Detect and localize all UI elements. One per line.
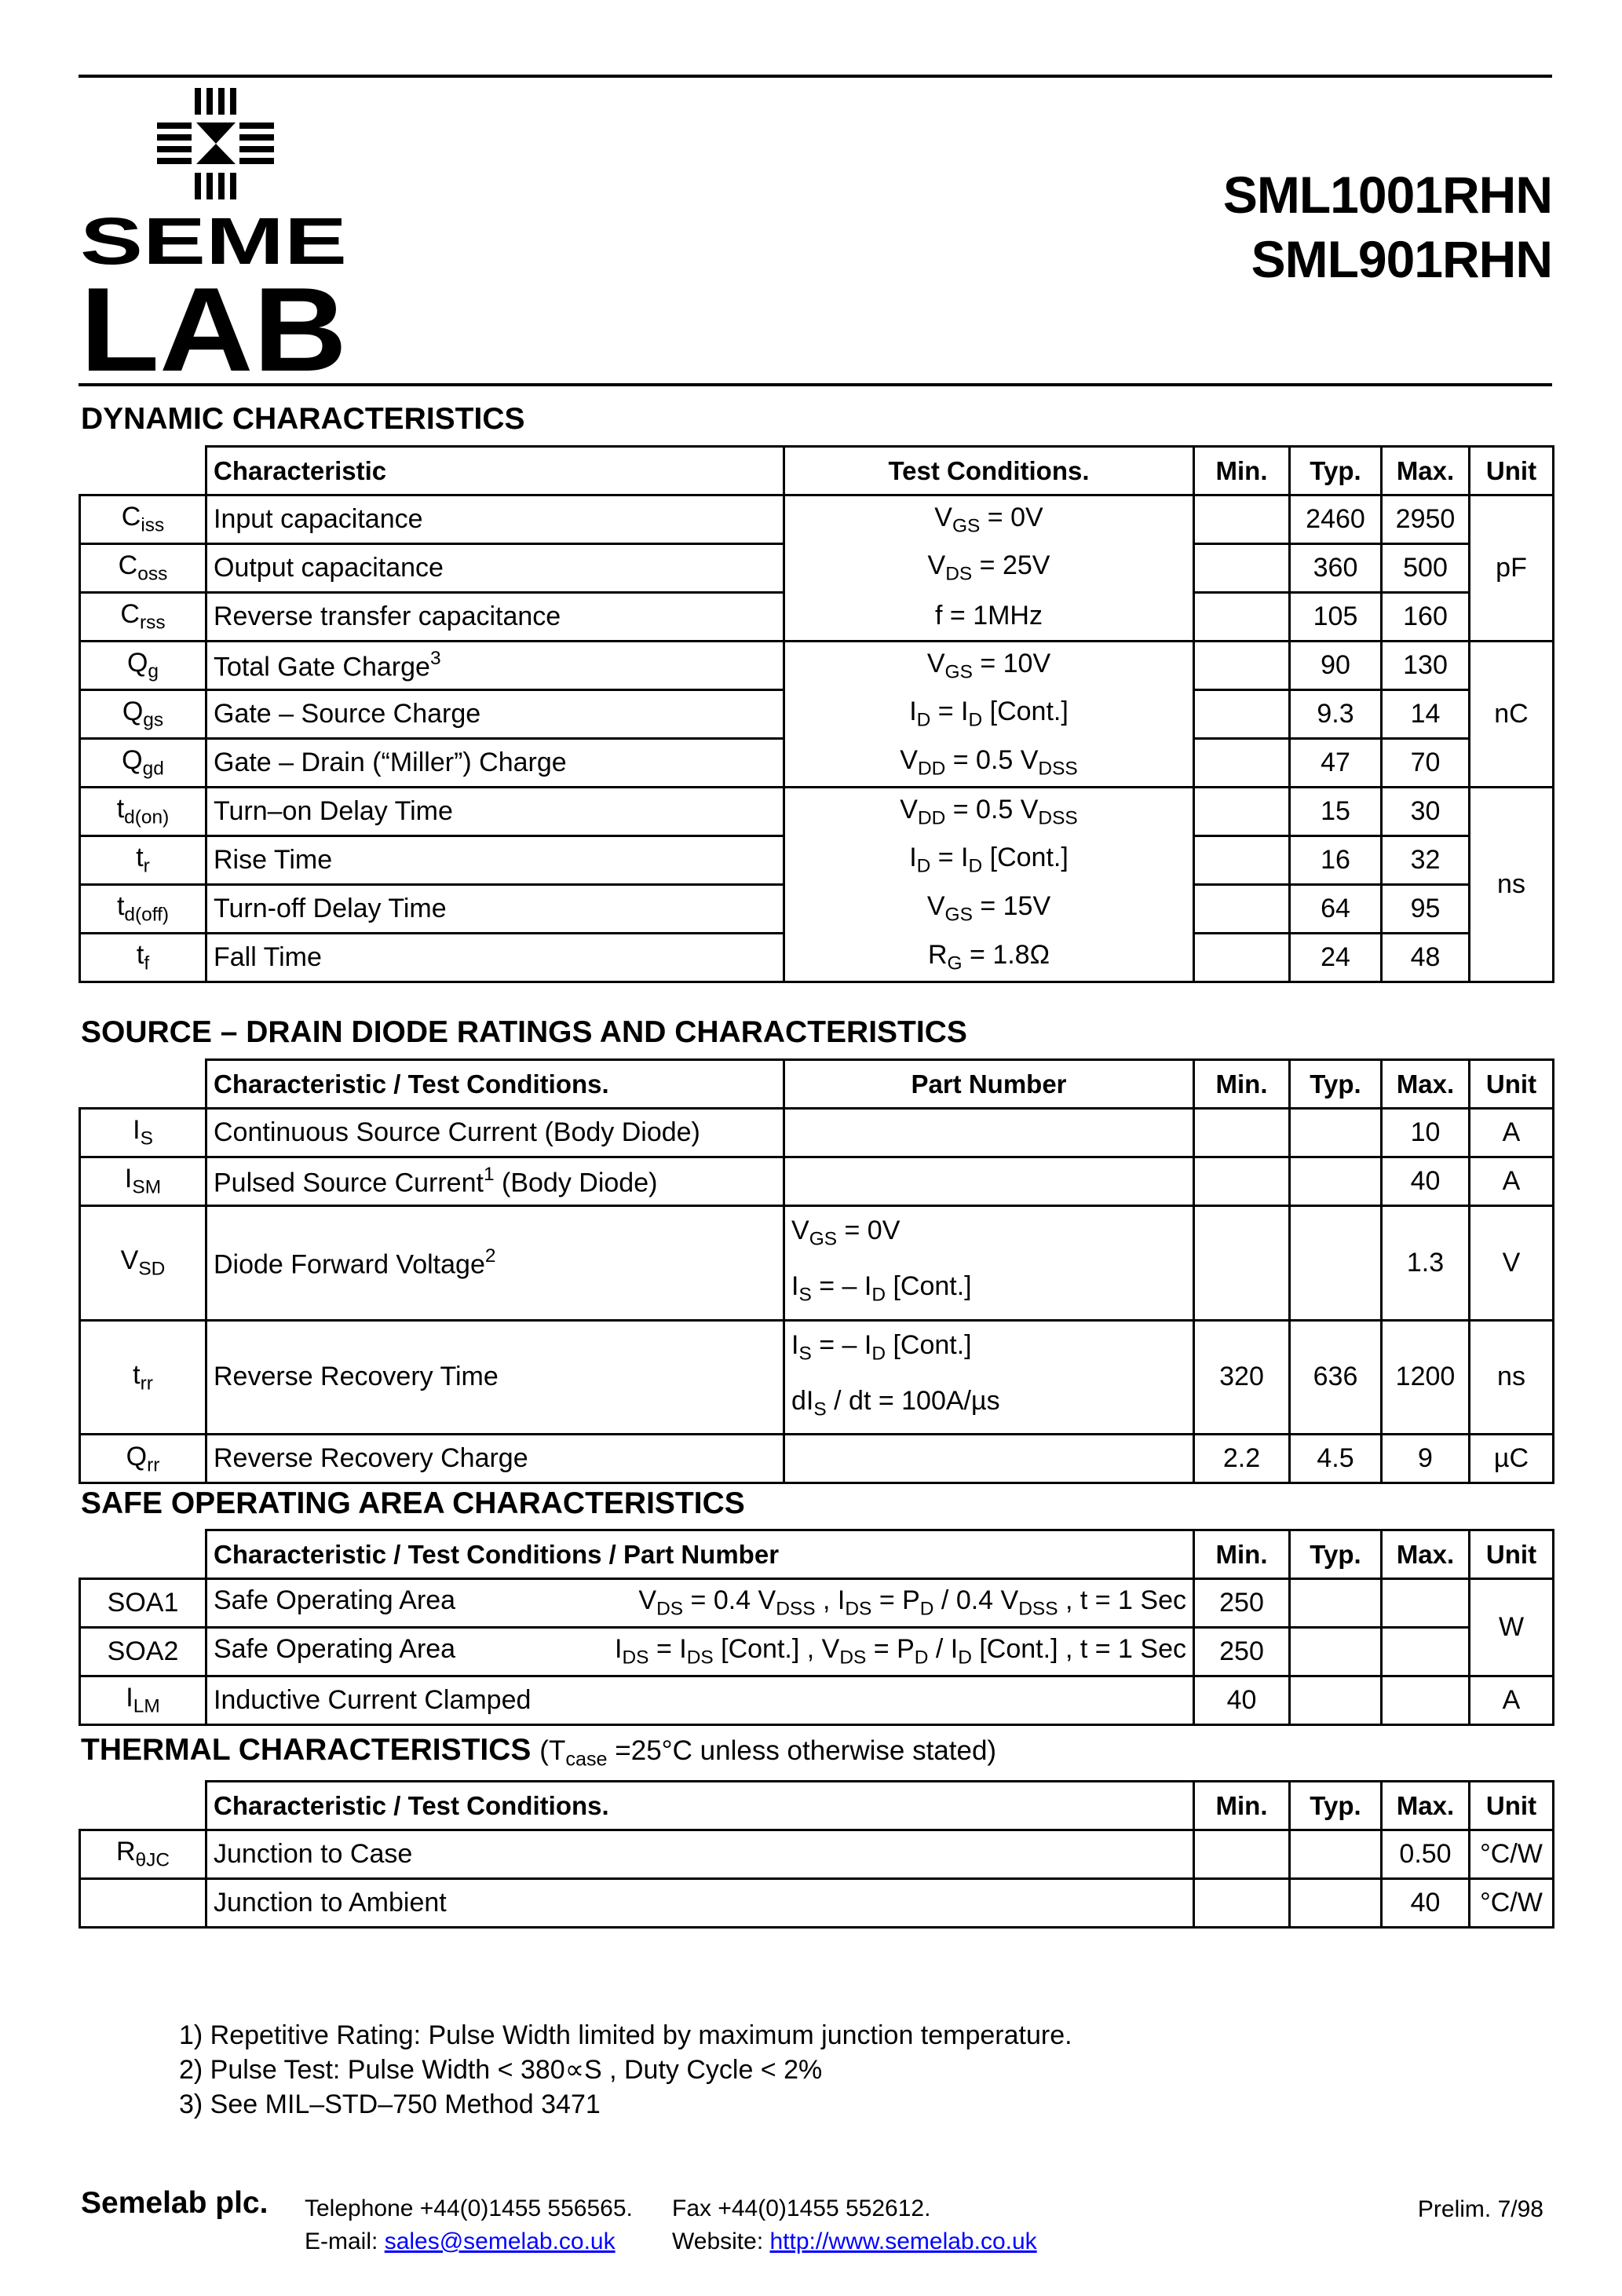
top-rule [79, 75, 1552, 78]
logo-seme: SEME [80, 204, 347, 278]
part-number-1: SML1001RHN [1222, 166, 1552, 224]
table-row: $V_{SD}$ Diode Forward Voltage$^2$ $V_{GS} = 0V$ $I_S$ = – $I_D$ [Cont.] 1.3 V [80, 1206, 1554, 1321]
table-row: $t_{rr}$ Reverse Recovery Time $I_S$ = – $I_D$ [Cont.] $dI_S$ / dt = 100A/µs 320 636 1200 ns [80, 1320, 1554, 1435]
website-link[interactable]: http://www.semelab.co.uk [769, 2228, 1037, 2254]
table-row: $I_S$ Continuous Source Current (Body Diode) 10 A [80, 1109, 1554, 1157]
diode-title: SOURCE – DRAIN DIODE RATINGS AND CHARACTERISTICS [81, 1015, 967, 1049]
footnote-3: 3) See MIL–STD–750 Method 3471 [179, 2089, 601, 2119]
company-name: Semelab plc. [81, 2186, 269, 2220]
telephone: Telephone +44(0)1455 556565. [305, 2195, 633, 2221]
thermal-note: ($T_{case} =25^\circ C$ unless otherwise stated) [539, 1735, 997, 1771]
table-row: $Q_g$ Total Gate Charge$^3$ $V_{GS} = 10V$ 90 130 nC [80, 642, 1554, 690]
table-row: $C_{oss}$ Output capacitance $V_{DS} = 25V$ 360 500 [80, 544, 1554, 593]
col-typ: Typ. [1290, 447, 1382, 495]
header-rule [79, 383, 1552, 386]
col-test-conditions: Test Conditions. [784, 447, 1194, 495]
table-row: $Q_{gs}$ Gate – Source Charge $I_D = I_D$ [Cont.] 9.3 14 [80, 690, 1554, 739]
table-row: $C_{rss}$ Reverse transfer capacitance f = 1MHz 105 160 [80, 593, 1554, 642]
unit: ns [1470, 788, 1554, 982]
thermal-title: THERMAL CHARACTERISTICS ($T_{case} =25^\circ C$ unless otherwise stated) [81, 1733, 997, 1771]
semelab-logo [79, 85, 361, 383]
unit: pF [1470, 495, 1554, 642]
part-number-2: SML901RHN [1251, 230, 1552, 288]
contact-info: Telephone +44(0)1455 556565. E-mail: sales@semelab.co.uk Fax +44(0)1455 552612. Website: http://www.semelab.co.uk [305, 2192, 633, 2258]
soa-table: Characteristic / Test Conditions / Part Number Min. Typ. Max. Unit SOA1 Safe Operating Area $V_{DS} = 0.4$ $V_{DSS}$ , $I_{DS} = P_D / 0.4$ $V_{DSS}$ , t = 1 Sec 250 W SOA2 Safe Operating Area $I_{DS} = I_{DS}$ [Cont.] , $V_{DS} = P_D / I_D$ [Cont.] , t = 1 Sec 250 $I_{LM}$ Inductive Current Clamped 40 A [79, 1529, 1554, 1726]
email-link[interactable]: sales@semelab.co.uk [384, 2228, 616, 2254]
table-row: $Q_{gd}$ Gate – Drain (“Miller”) Charge $V_{DD} = 0.5$ $V_{DSS}$ 47 70 [80, 739, 1554, 788]
table-row: $t_{d(on)}$ Turn–on Delay Time $V_{DD} = 0.5$ $V_{DSS}$ 15 30 ns [80, 788, 1554, 836]
footnote-2: 2) Pulse Test: Pulse Width < 380∝S , Duty Cycle < 2% [179, 2055, 823, 2085]
col-characteristic: Characteristic [206, 447, 784, 495]
footnotes [179, 2018, 1072, 2122]
diode-table: Characteristic / Test Conditions. Part Number Min. Typ. Max. Unit $I_S$ Continuous Source Current (Body Diode) 10 A $I_{SM}$ Pulsed Source Current$^1$ (Body Diode) 40 A $V_{SD}$ Diode Forward Voltage$^2$ $V_{GS} = 0V$ $I_S$ = – $I_D$ [Cont.] 1.3 V $t_{rr}$ Reverse Recovery Time $I_S$ = – $I_D$ [Cont.] $dI_S$ / dt = 100A/µs 320 636 1200 ns $Q_{rr}$ Reverse Recovery Charge 2.2 4.5 9 µC [79, 1058, 1554, 1484]
fax: Fax +44(0)1455 552612. [672, 2195, 931, 2221]
table-row: $C_{iss}$ Input capacitance $V_{GS} = 0V$ 2460 2950 pF [80, 495, 1554, 544]
table-row: $I_{SM}$ Pulsed Source Current$^1$ (Body Diode) 40 A [80, 1157, 1554, 1206]
table-row: $I_{LM}$ Inductive Current Clamped 40 A [80, 1676, 1554, 1725]
dynamic-title: DYNAMIC CHARACTERISTICS [81, 402, 525, 436]
unit: nC [1470, 642, 1554, 788]
logo-mark-icon [157, 88, 274, 199]
col-min: Min. [1194, 447, 1290, 495]
table-row: SOA2 Safe Operating Area $I_{DS} = I_{DS}$ [Cont.] , $V_{DS} = P_D / I_D$ [Cont.] , t = 1 Sec 250 [80, 1628, 1554, 1676]
dynamic-table [79, 445, 1554, 983]
col-max: Max. [1382, 447, 1470, 495]
logo-lab: LAB [80, 263, 347, 383]
table-row: Junction to Ambient 40 °C/W [80, 1879, 1554, 1928]
table-row: SOA1 Safe Operating Area $V_{DS} = 0.4$ $V_{DSS}$ , $I_{DS} = P_D / 0.4$ $V_{DSS}$ , t = 1 Sec 250 W [80, 1579, 1554, 1628]
footnote-1: 1) Repetitive Rating: Pulse Width limited by maximum junction temperature. [179, 2020, 1072, 2050]
table-row: $t_{d(off)}$ Turn-off Delay Time $V_{GS} = 15V$ 64 95 [80, 885, 1554, 934]
prelim-date: Prelim. 7/98 [1417, 2196, 1543, 2222]
thermal-table: Characteristic / Test Conditions. Min. Typ. Max. Unit $R_{\theta JC}$ Junction to Case 0.50 °C/W Junction to Ambient 40 °C/W [79, 1780, 1554, 1929]
table-row: $Q_{rr}$ Reverse Recovery Charge 2.2 4.5 9 µC [80, 1435, 1554, 1483]
table-row: $t_f$ Fall Time $R_G = 1.8\Omega$ 24 48 [80, 934, 1554, 982]
table-row: $t_r$ Rise Time $I_D = I_D$ [Cont.] 16 32 [80, 836, 1554, 885]
soa-title: SAFE OPERATING AREA CHARACTERISTICS [81, 1486, 745, 1520]
symbol: $C_{iss}$ [80, 495, 206, 544]
table-row: $R_{\theta JC}$ Junction to Case 0.50 °C/W [80, 1830, 1554, 1879]
col-unit: Unit [1470, 447, 1554, 495]
